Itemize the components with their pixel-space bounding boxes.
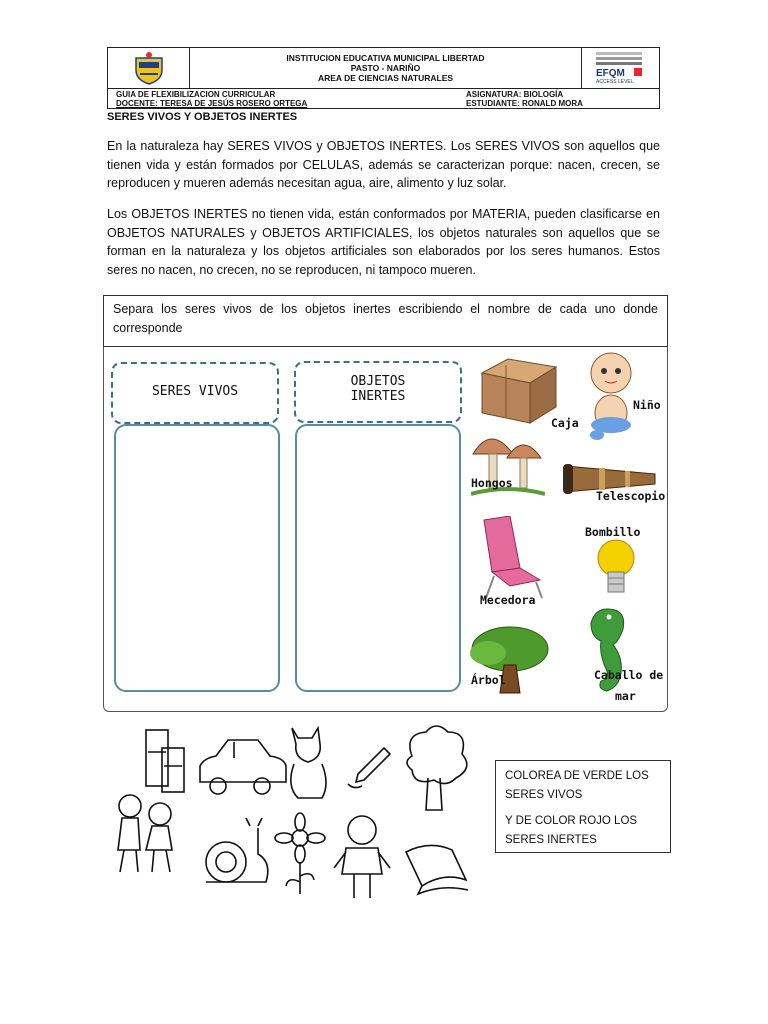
objetos-inertes-label-1: OBJETOS bbox=[350, 374, 406, 389]
objetos-inertes-answer-area[interactable] bbox=[295, 424, 461, 692]
school-logo bbox=[108, 48, 190, 88]
tree-drawing bbox=[407, 726, 467, 810]
institution-area: AREA DE CIENCIAS NATURALES bbox=[317, 73, 454, 83]
arbol-label: Árbol bbox=[471, 673, 506, 687]
subject-label: ASIGNATURA: BIOLOGÍA bbox=[466, 90, 564, 99]
caja-label: Caja bbox=[551, 416, 579, 430]
coloring-instruction-green: COLOREA DE VERDE LOS SERES VIVOS bbox=[505, 770, 649, 801]
efqm-logo-text: EFQM bbox=[596, 68, 625, 79]
header-info-row bbox=[108, 88, 659, 110]
objetos-inertes-header bbox=[294, 361, 462, 423]
header-table bbox=[107, 47, 660, 109]
seahorse-picture bbox=[585, 603, 633, 703]
activity-instruction-box bbox=[103, 295, 668, 347]
intro-paragraph: En la naturaleza hay SERES VIVOS y OBJETOS INERTES. Los SERES VIVOS son aquellos que tienen vida y están formados por CELULAS, además se caracterizan porque: nacen, crecen, se reproducen y mueren además necesitan agua, aire, alimento y luz solar. bbox=[107, 139, 660, 190]
bulb-picture bbox=[588, 538, 640, 600]
mecedora-label: Mecedora bbox=[480, 593, 536, 607]
inert-objects-paragraph: Los OBJETOS INERTES no tienen vida, están conformados por MATERIA, pueden clasificarse en OBJETOS NATURALES y OBJETOS ARTIFICIALES, los objetos naturales son aquellos que se forman en la naturaleza y los objetos artificiales son elaborados por los seres humanos. Estos seres no nacen, no crecen, no se reproducen, ni tampoco mueren. bbox=[107, 207, 660, 277]
hongos-label: Hongos bbox=[471, 476, 513, 490]
glasses-drawing bbox=[146, 730, 184, 792]
guide-label: GUIA DE FLEXIBILIZACION CURRICULAR bbox=[116, 90, 276, 99]
caballo-label-1: Caballo de bbox=[594, 668, 664, 682]
teacher-label: DOCENTE: TERESA DE JESÚS ROSERO ORTEGA bbox=[116, 99, 308, 108]
bombillo-label: Bombillo bbox=[585, 525, 641, 539]
children-drawing bbox=[118, 795, 172, 872]
student-label: ESTUDIANTE: RONALD MORA bbox=[466, 99, 583, 108]
cat-drawing bbox=[291, 728, 326, 798]
book-drawing bbox=[406, 845, 468, 894]
seres-vivos-answer-area[interactable] bbox=[114, 424, 280, 692]
seres-vivos-label: SERES VIVOS bbox=[151, 384, 239, 399]
car-drawing bbox=[200, 740, 286, 794]
seres-vivos-header bbox=[111, 362, 279, 424]
page-title: SERES VIVOS Y OBJETOS INERTES bbox=[107, 111, 298, 123]
caballo-label-2: mar bbox=[615, 689, 636, 703]
chair-picture bbox=[480, 516, 546, 600]
nino-label: Niño bbox=[633, 398, 661, 412]
snail-drawing bbox=[206, 818, 268, 882]
efqm-logo bbox=[581, 48, 659, 88]
flower-drawing bbox=[275, 813, 325, 894]
boy-drawing bbox=[334, 816, 390, 898]
baby-picture bbox=[587, 345, 637, 443]
coloring-instruction-red: Y DE COLOR ROJO LOS SERES INERTES bbox=[505, 815, 638, 846]
objetos-inertes-label-2: INERTES bbox=[350, 389, 406, 404]
institution-city: PASTO - NARIÑO bbox=[350, 63, 421, 73]
coloring-instruction-box bbox=[495, 760, 671, 853]
telescopio-label: Telescopio bbox=[596, 489, 666, 503]
efqm-logo-subtext: ACCESS LEVEL bbox=[596, 79, 634, 85]
pencil-drawing bbox=[348, 748, 390, 788]
coloring-drawings[interactable] bbox=[110, 722, 480, 904]
activity-instruction: Separa los seres vivos de los objetos inertes escribiendo el nombre de cada uno donde corresponde bbox=[113, 302, 658, 335]
institution-name: INSTITUCION EDUCATIVA MUNICIPAL LIBERTAD bbox=[286, 53, 485, 63]
box-picture bbox=[478, 355, 560, 425]
header-title-block bbox=[190, 48, 581, 93]
